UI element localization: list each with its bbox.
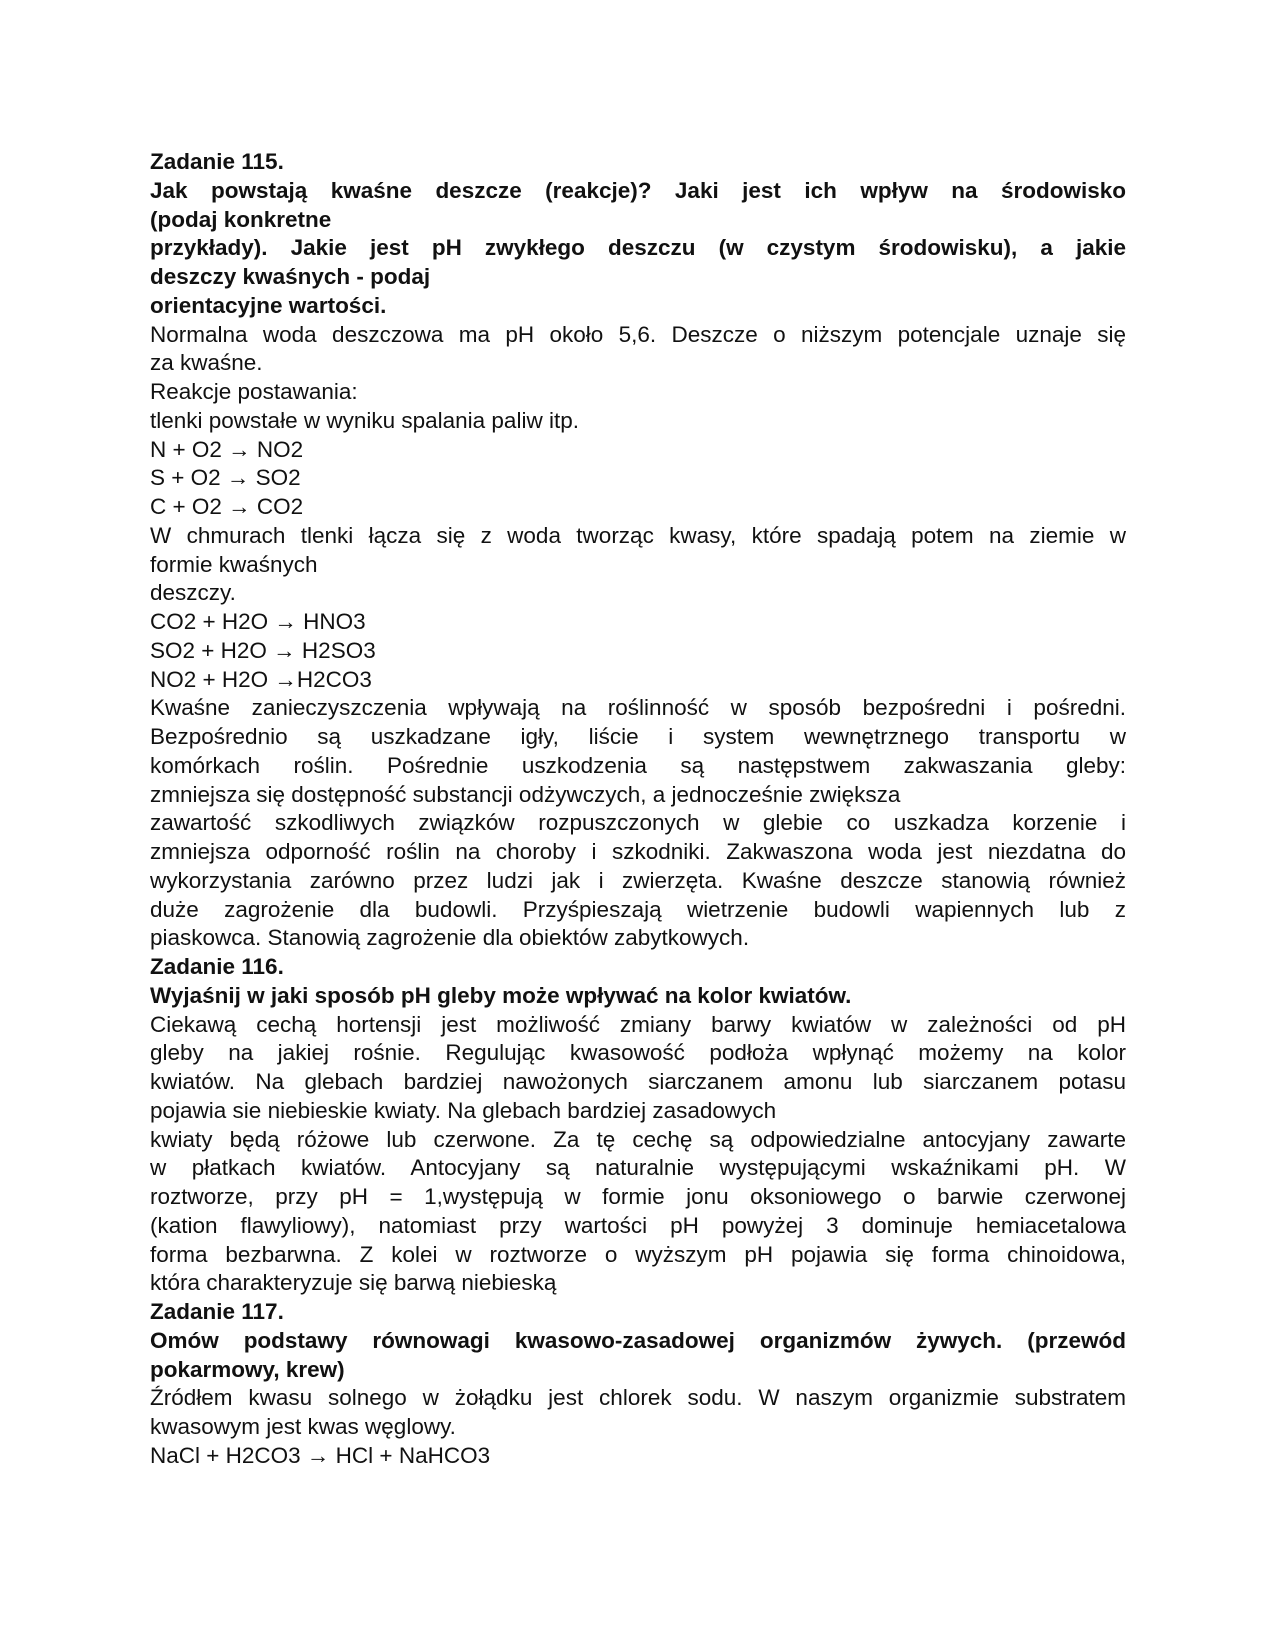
task-116 [150, 953, 1126, 1298]
text-line: Bezpośrednio są uszkadzane igły, liście i system wewnętrznego transportu w [150, 724, 1126, 749]
text-line: roztworze, przy pH = 1,występują w formie jonu oksoniowego o barwie czerwonej [150, 1184, 1126, 1209]
text-line: formie kwaśnych [150, 551, 318, 577]
text-line: deszczy. [150, 580, 236, 606]
text-line: tlenki powstałe w wyniku spalania paliw itp. [150, 407, 579, 433]
task-heading: Zadanie 116. [150, 954, 284, 979]
text-line: w płatkach kwiatów. Antocyjany są naturalnie występującymi wskaźnikami pH. W [150, 1155, 1126, 1181]
text-line: Jak powstają kwaśne deszcze (reakcje)? Jaki jest ich wpływ na środowisko [150, 177, 1126, 203]
text-line: za kwaśne. [150, 350, 263, 376]
text-line: pojawia sie niebieskie kwiaty. Na glebach bardziej zasadowych [150, 1097, 777, 1123]
text-line: piaskowca. Stanowią zagrożenie dla obiektów zabytkowych. [150, 925, 750, 951]
text-line: zawartość szkodliwych związków rozpuszczonych w glebie co uszkadza korzenie i [150, 810, 1126, 836]
task-answer [150, 321, 1126, 954]
text-line: CO2 + H2O → HNO3 [150, 609, 366, 634]
task-heading: Zadanie 117. [150, 1299, 284, 1324]
task-117 [150, 1298, 1126, 1471]
text-line: duże zagrożenie dla budowli. Przyśpieszają wietrzenie budowli wapiennych lub z [150, 896, 1126, 922]
text-line: forma bezbarwna. Z kolei w roztworze o wyższym pH pojawia się forma chinoidowa, [150, 1241, 1126, 1267]
text-line: zmniejsza się dostępność substancji odżywczych, a jednocześnie zwiększa [150, 781, 901, 807]
text-line: przykłady). Jakie jest pH zwykłego deszczu (w czystym środowisku), a jakie [150, 235, 1126, 261]
text-line: (kation flawyliowy), natomiast przy wartości pH powyżej 3 dominuje hemiacetalowa [150, 1212, 1126, 1238]
text-line: Źródłem kwasu solnego w żołądku jest chlorek sodu. W naszym organizmie substratem [150, 1385, 1126, 1411]
text-line: Omów podstawy równowagi kwasowo-zasadowej organizmów żywych. (przewód [150, 1327, 1126, 1353]
text-line: pokarmowy, krew) [150, 1356, 345, 1382]
text-line: SO2 + H2O → H2SO3 [150, 637, 376, 663]
text-line: N + O2 → NO2 [150, 436, 304, 462]
text-line: Normalna woda deszczowa ma pH około 5,6. Deszcze o niższym potencjale uznaje się [150, 321, 1126, 347]
text-line: kwiatów. Na glebach bardziej nawożonych siarczanem amonu lub siarczanem potasu [150, 1069, 1126, 1094]
text-line: deszczy kwaśnych - podaj [150, 264, 431, 289]
task-question [150, 1327, 1126, 1385]
text-line: C + O2 → CO2 [150, 494, 304, 519]
text-line: kwiaty będą różowe lub czerwone. Za tę cechę są odpowiedzialne antocyjany zawarte [150, 1126, 1126, 1152]
text-line: gleby na jakiej rośnie. Regulując kwasowość podłoża wpłynąć możemy na kolor [150, 1040, 1126, 1066]
task-question [150, 982, 1126, 1011]
task-question [150, 177, 1126, 321]
task-115 [150, 148, 1126, 953]
document-page [150, 148, 1126, 1471]
text-line: (podaj konkretne [150, 206, 332, 232]
text-line: komórkach roślin. Pośrednie uszkodzenia są następstwem zakwaszania gleby: [150, 752, 1126, 778]
task-heading: Zadanie 115. [150, 149, 284, 174]
text-line: Reakcje postawania: [150, 379, 358, 404]
text-line: NO2 + H2O →H2CO3 [150, 666, 372, 692]
text-line: Wyjaśnij w jaki sposób pH gleby może wpływać na kolor kwiatów. [150, 982, 852, 1008]
task-answer [150, 1384, 1126, 1470]
text-line: Ciekawą cechą hortensji jest możliwość zmiany barwy kwiatów w zależności od pH [150, 1011, 1126, 1037]
text-line: kwasowym jest kwas węglowy. [150, 1414, 456, 1439]
text-line: zmniejsza odporność roślin na choroby i szkodniki. Zakwaszona woda jest niezdatna do [150, 839, 1126, 864]
text-line: S + O2 → SO2 [150, 465, 301, 491]
text-line: Kwaśne zanieczyszczenia wpływają na roślinność w sposób bezpośredni i pośredni. [150, 695, 1126, 721]
text-line: wykorzystania zarówno przez ludzi jak i zwierzęta. Kwaśne deszcze stanowią również [150, 867, 1126, 893]
text-line: NaCl + H2CO3 → HCl + NaHCO3 [150, 1442, 491, 1468]
text-line: W chmurach tlenki łącza się z woda tworząc kwasy, które spadają potem na ziemie w [150, 522, 1126, 548]
text-line: która charakteryzuje się barwą niebieską [150, 1270, 557, 1296]
text-line: orientacyjne wartości. [150, 292, 387, 318]
task-answer [150, 1011, 1126, 1299]
